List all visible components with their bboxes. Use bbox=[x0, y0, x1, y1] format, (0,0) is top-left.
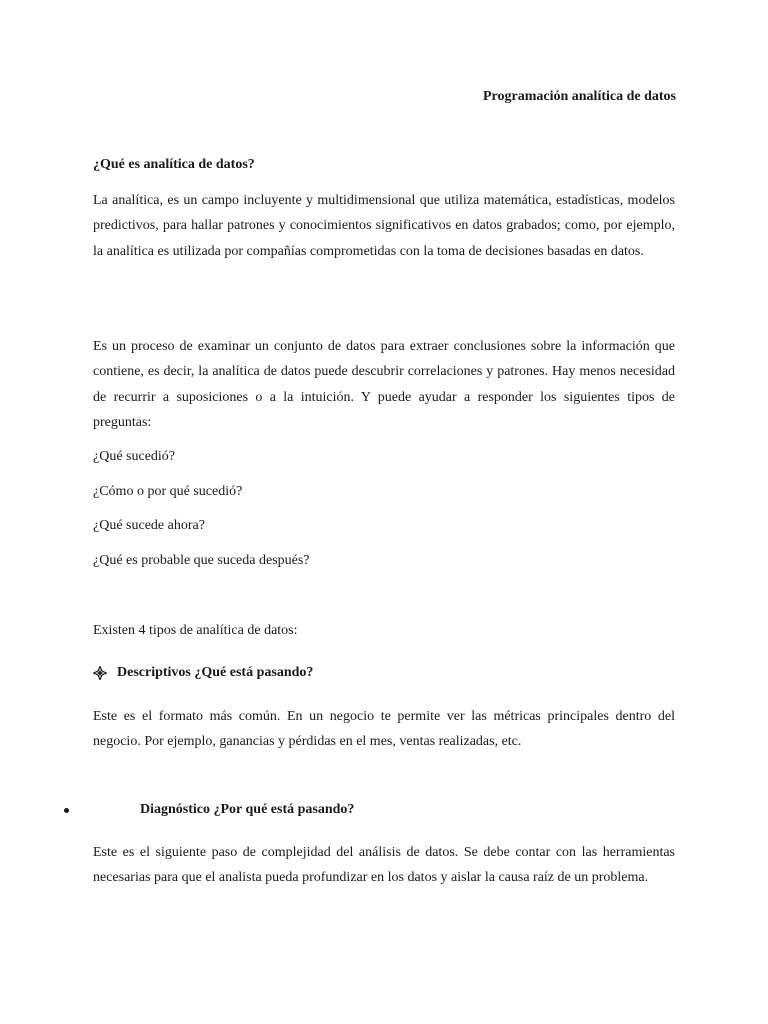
question-item: ¿Cómo o por qué sucedió? bbox=[93, 484, 243, 499]
bullet-dot-icon bbox=[64, 808, 69, 813]
type2-heading: Diagnóstico ¿Por qué está pasando? bbox=[140, 802, 355, 817]
diamond-bullet-icon bbox=[93, 666, 107, 680]
type1-heading-row bbox=[93, 663, 313, 683]
section2-paragraph: Es un proceso de examinar un conjunto de datos para extraer conclusiones sobre la información que contiene, es decir, la analítica de datos puede descubrir correlaciones y patrones. Hay menos necesidad de recurrir a suposiciones o a la intuición. Y puede ayudar a responder los siguientes tipos de preguntas: bbox=[93, 339, 675, 430]
type1-paragraph: Este es el formato más común. En un negocio te permite ver las métricas principales dentro del negocio. Por ejemplo, ganancias y pérdidas en el mes, ventas realizadas, etc. bbox=[93, 709, 675, 750]
types-intro: Existen 4 tipos de analítica de datos: bbox=[93, 623, 298, 638]
section1-paragraph: La analítica, es un campo incluyente y multidimensional que utiliza matemática, estadísticas, modelos predictivos, para hallar patrones y conocimientos significativos en datos grabados; como, por ejemplo, la analítica es utilizada por compañías comprometidas con la toma de decisiones basadas en datos. bbox=[93, 193, 675, 259]
type2-paragraph: Este es el siguiente paso de complejidad del análisis de datos. Se debe contar con las herramientas necesarias para que el analista pueda profundizar en los datos y aislar la causa raíz de un problema. bbox=[93, 845, 675, 886]
section-heading-what-is: ¿Qué es analítica de datos? bbox=[93, 157, 255, 172]
question-item: ¿Qué sucede ahora? bbox=[93, 518, 205, 533]
type2-heading-row bbox=[64, 800, 354, 820]
type1-heading: Descriptivos ¿Qué está pasando? bbox=[117, 665, 314, 680]
question-item: ¿Qué sucedió? bbox=[93, 449, 176, 464]
document-title: Programación analítica de datos bbox=[482, 89, 676, 104]
question-item: ¿Qué es probable que suceda después? bbox=[93, 553, 310, 568]
